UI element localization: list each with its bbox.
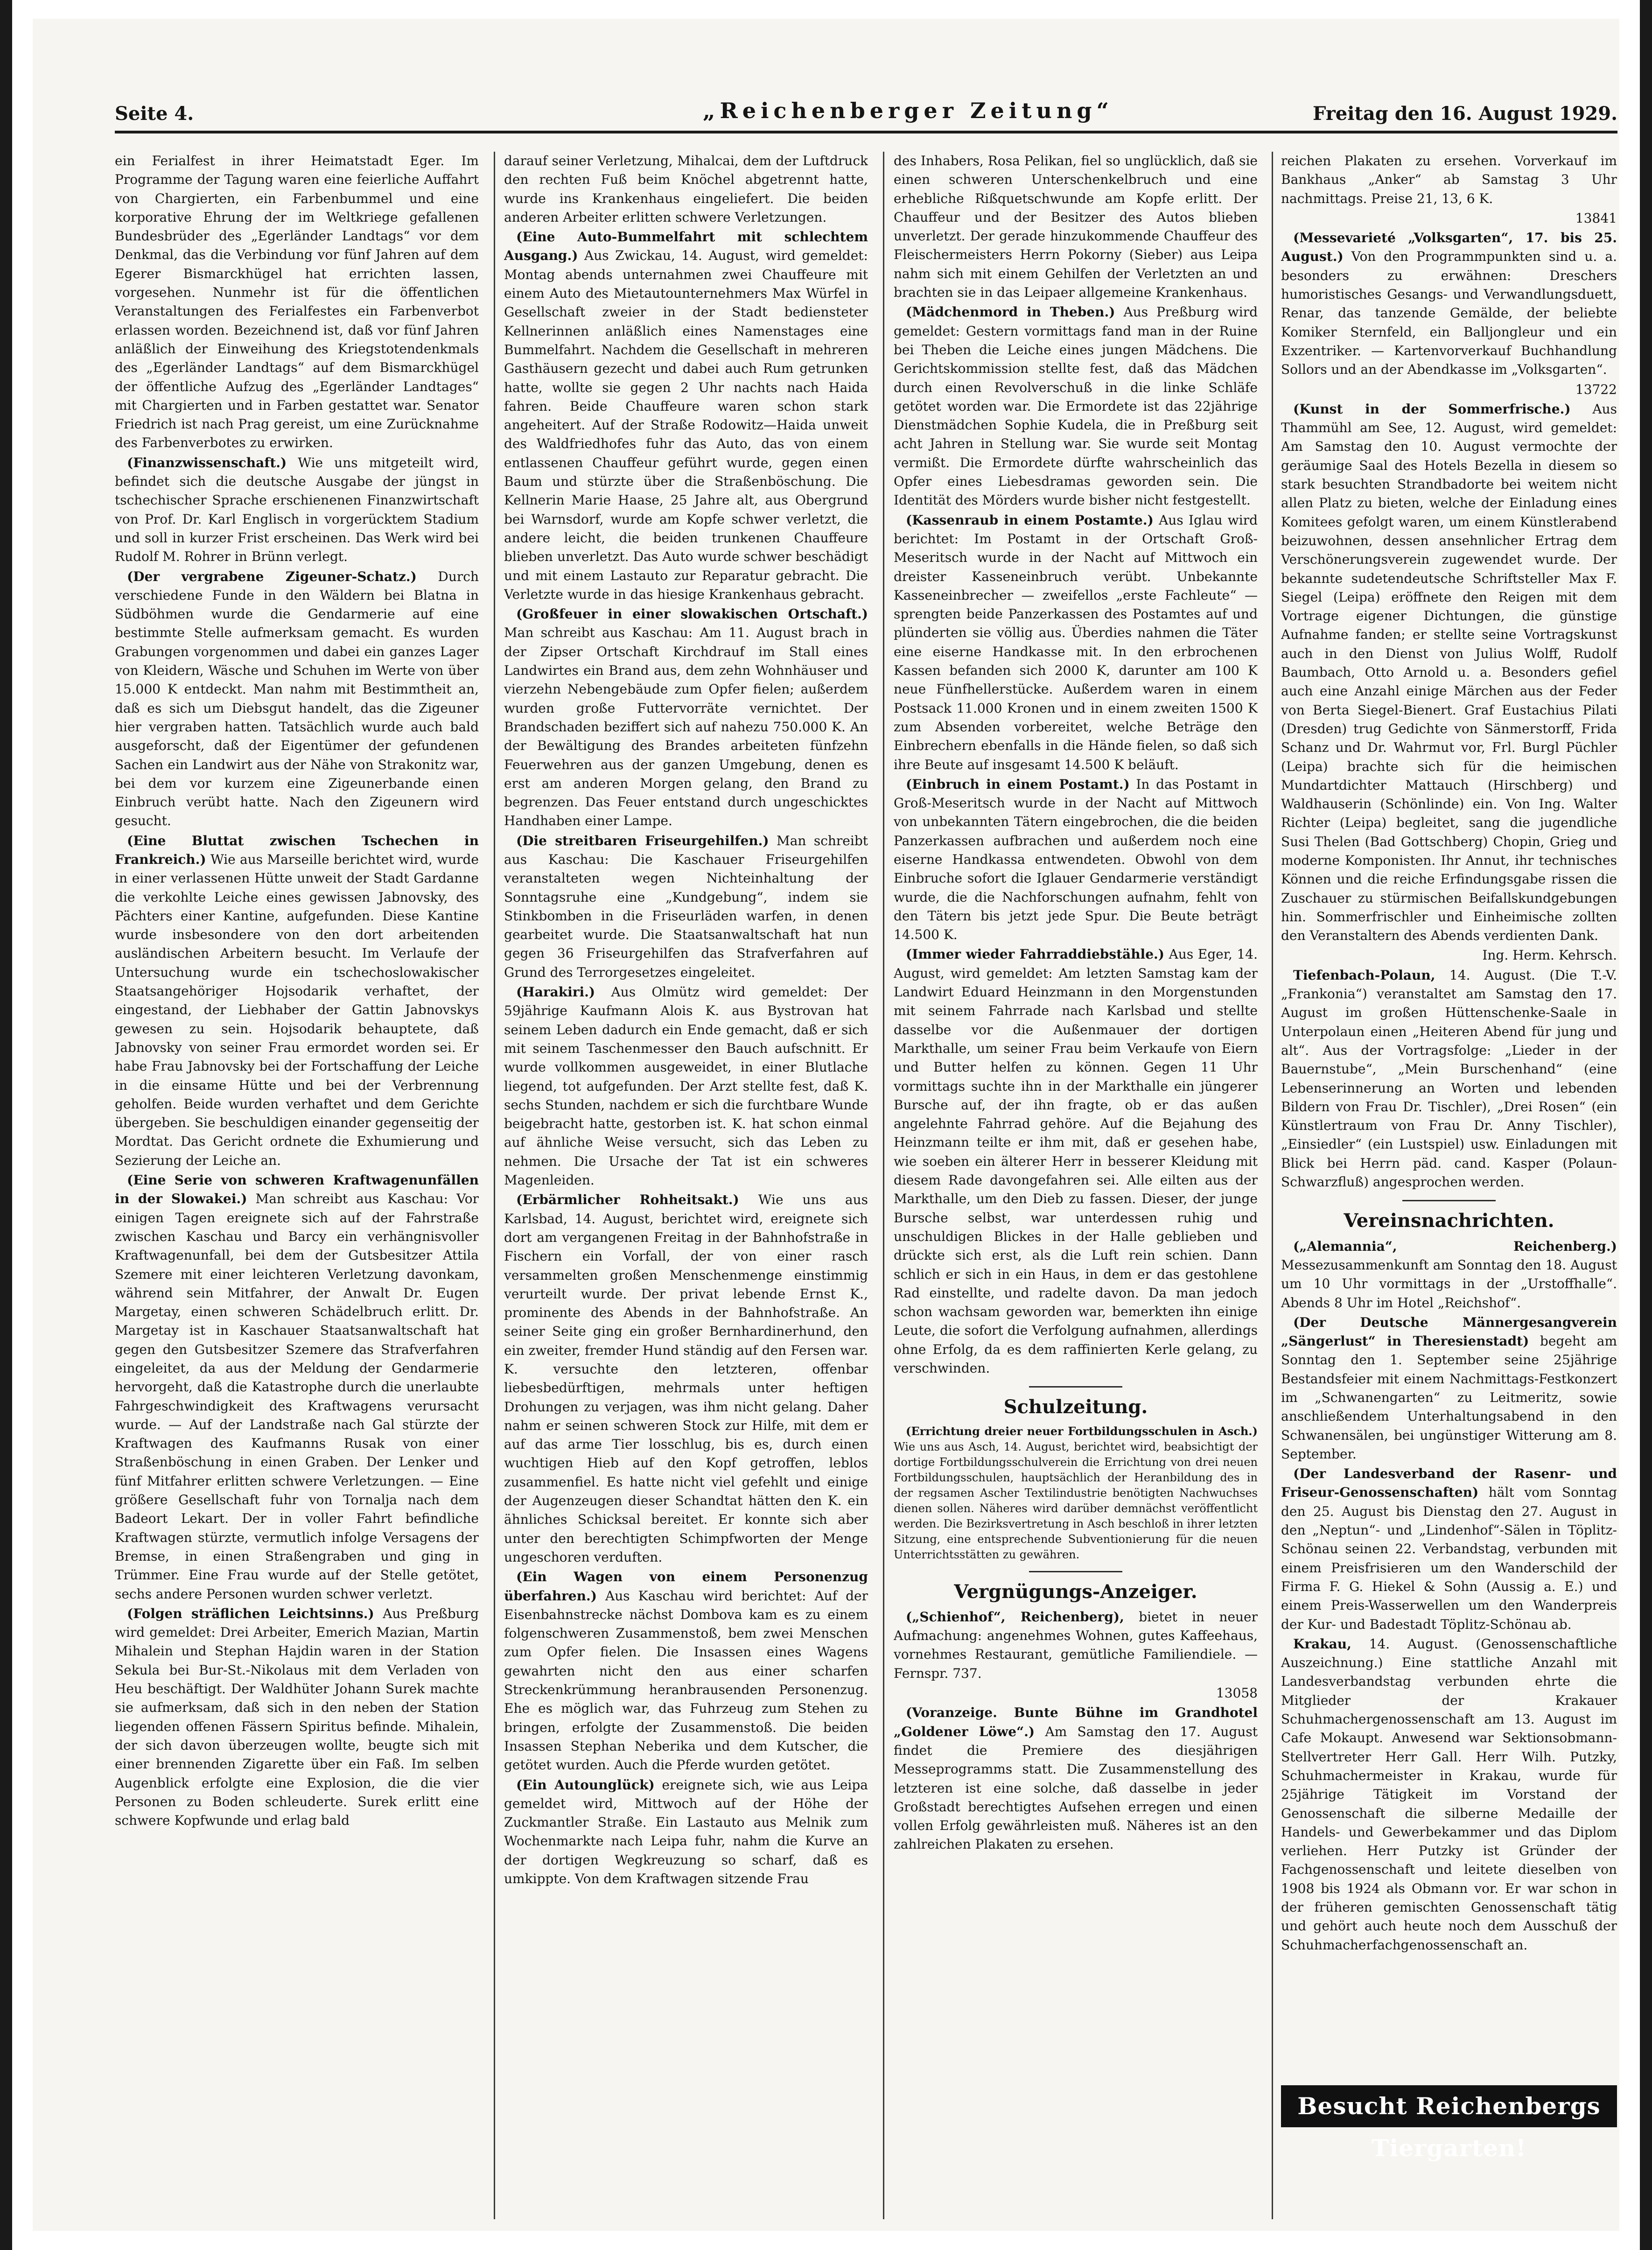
article-heading: (Kunst in der Sommerfrische.)	[1293, 401, 1571, 417]
article-paragraph: (Einbruch in einem Postamt.) In das Postamt in Groß-Meseritsch wurde in der Nacht auf Mittwoch von unbekannten Tätern eingebrochen, die die beiden Panzerkassen aufbrachen und außerdem noch eine eiserne Handkassa entwendeten. Obwohl von dem Einbruche sofort die Iglauer Gendarmerie verständigt wurde, die die Nachforschungen aufnahm, fehlt von den Tätern bis jetzt jede Spur. Die Beute beträgt 14.500 K.	[894, 776, 1258, 943]
article-paragraph: (Kunst in der Sommerfrische.) Aus Thammühl am See, 12. August, wird gemeldet: Am Samstag den 10. August vermochte der geräumige Saal des Hotels Bezella in diesem so stark besuchten Strandbadorte bei weitem nicht allen Platz zu bieten, welche der Einladung eines Komitees gefolgt waren, um einem Künstlerabend beizuwohnen, dessen ansehnlicher Ertrag dem Verschönerungsverein zugewendet wurde. Der bekannte sudetendeutsche Schriftsteller Max F. Siegel (Leipa) eröffnete den Reigen mit dem Vortrage eigener Dichtungen, die günstige Aufnahme fanden; er stellte seine Vortragskunst auch in den Dienst von Julius Wolff, Rudolf Baumbach, Otto Arnold u. a. Besonders gefiel auch eine Anzahl einige Märchen aus der Feder von Berta Siegel-Bienert. Graf Eustachius Pilati (Dresden) trug Gedichte von Sänmerstorff, Frida Schanz und Dr. Wahrmut vor, Frl. Burgl Püchler (Leipa) brachte sich für die heimischen Mundartdichter Mattauch (Hirschberg) und Waldhauserin (Schönlinde) ein. Von Ing. Walter Richter (Leipa) begleitet, sang die jugendliche Susi Thelen (Bad Gottschberg) Chopin, Grieg und moderne Komponisten. Ihr Annut, ihr technisches Können und die reiche Erfindungsgabe rissen die Zuschauer zu stürmischen Beifallskundgebungen hin. Sommerfrischler und Einheimische zollten den Veranstaltern des Abends verdienten Dank.	[1281, 401, 1617, 944]
article-paragraph: (Der Landesverband der Rasenr- und Friseur-Genossenschaften) hält vom Sonntag den 25. August bis Dienstag den 27. August in den „Neptun“- und „Lindenhof“-Sälen in Töplitz-Schönau seinen 22. Verbandstag, verbunden mit einem Preisfrisieren um den Wanderschild der Firma F. G. Hiekel & Sohn (Aussig a. E.) und einem Preis-Wasserwellen um den Wanderpreis der Kur- und Badestadt Töplitz-Schönau ab.	[1281, 1466, 1617, 1632]
article-paragraph: des Inhabers, Rosa Pelikan, fiel so unglücklich, daß sie einen schweren Unterschenkelbruch und eine erhebliche Rißquetschwunde am Kopfe erlitt. Der Chauffeur und der Besitzer des Autos blieben unverletzt. Der gerade hinzukommende Chauffeur des Fleischermeisters Herrn Pokorny (Sieber) aus Leipa nahm sich mit einem Gehilfen der Verletzten an und brachten sie in das Leipaer allgemeine Krankenhaus.	[894, 153, 1258, 301]
page-header	[115, 89, 1617, 133]
article-heading: (Immer wieder Fahrraddiebstähle.)	[906, 946, 1165, 962]
section-title-vergnuegungs-anzeiger: Vergnügungs-Anzeiger.	[954, 1580, 1197, 1603]
article-paragraph: (Errichtung dreier neuer Fortbildungsschulen in Asch.) Wie uns aus Asch, 14. August, berichtet wird, beabsichtigt der dortige Fortbildungsschulverein die Errichtung von drei neuen Fortbildungsschulen, hauptsächlich der Heranbildung des in der regsamen Ascher Textilindustrie benötigten Nachwuchses dienen sollen. Näheres wird darüber demnächst veröffentlicht werden. Die Bezirksvertretung in Asch beschloß in ihrer letzten Sitzung, eine entsprechende Subventionierung für die neuen Unterrichtsstätten zu gewähren.	[894, 1424, 1258, 1561]
article-paragraph: Krakau, 14. August. (Genossenschaftliche Auszeichnung.) Eine stattliche Anzahl mit Landesverbandstag verbunden ehrte die Mitglieder der Krakauer Schuhmachergenossenschaft am 13. August im Cafe Mokaupt. Anwesend war Sektionsobmann-Stellvertreter Herr Gall. Herr Wilh. Putzky, Schuhmachermeister in Krakau, wurde für 25jährige Tätigkeit im Vorstand der Genossenschaft die silberne Medaille der Handels- und Gewerbekammer und das Diplom verliehen. Herr Putzky ist Gründer der Fachgenossenschaft und leitete dieselben von 1908 bis 1924 als Obmann vor. Er war schon in der früheren gemischten Genossenschaft tätig und gehört auch heute noch dem Ausschuß der Schuhmacherfachgenossenschaft an.	[1281, 1636, 1617, 1953]
article-heading: (Eine Serie von schweren Kraftwagenunfällen in der Slowakei.)	[115, 1172, 479, 1207]
article-heading: (Erbärmlicher Rohheitsakt.)	[516, 1192, 739, 1208]
article-paragraph: (Der vergrabene Zigeuner-Schatz.) Durch verschiedene Funde in den Wäldern bei Blatna in Südböhmen wurde die Gendarmerie auf eine bestimmte Stelle aufmerksam gemacht. Es wurden Grabungen vorgenommen und dabei ein ganzes Lager von Kleidern, Wäsche und Schuhen im Werte von über 15.000 K entdeckt. Man nahm mit Bestimmtheit an, daß es sich um Diebsgut handelt, das die Zigeuner hier vergraben hatten. Tatsächlich wurde auch bald ausgeforscht, daß der Eigentümer der gefundenen Sachen ein Landwirt aus der Nähe von Strakonitz war, bei dem vor kurzem eine Zigeunerbande einen Einbruch verübt hatte. Nach den Zigeunern wird gesucht.	[115, 568, 479, 829]
article-paragraph: (Großfeuer in einer slowakischen Ortschaft.) Man schreibt aus Kaschau: Am 11. August brach in der Zipser Ortschaft Kirchdrauf im Stall eines Landwirtes ein Brand aus, dem zehn Wohnhäuser und vierzehn Nebengebäude zum Opfer fielen; außerdem wurden große Futtervorräte vernichtet. Der Brandschaden beziffert sich auf nahezu 750.000 K. An der Bewältigung des Brandes arbeiteten fünfzehn Feuerwehren aus der ganzen Umgebung, denen es erst am anderen Morgen gelang, den Brand zu begrenzen. Das Feuer entstand durch ungeschicktes Handhaben einer Lampe.	[504, 606, 868, 829]
article-heading: (Errichtung dreier neuer Fortbildungsschulen in Asch.)	[906, 1424, 1258, 1438]
article-heading: (Der vergrabene Zigeuner-Schatz.)	[127, 568, 417, 584]
article-heading: (Die streitbaren Friseurgehilfen.)	[516, 833, 769, 848]
advertisement: (Messevarieté „Volksgarten“, 17. bis 25. August.) Von den Programmpunkten sind u. a. besonders zu erwähnen: Dreschers humoristisches Gesangs- und Verwandlungsduett, Renar, das tanzende Gemälde, der beliebte Komiker Sternfeld, ein Balljongleur und ein Exzentriker. — Kartenvorverkauf Buchhandlung Sollors und an der Abendkasse im „Volksgarten“.	[1281, 230, 1617, 378]
article-heading: (Folgen sträflichen Leichtsinns.)	[127, 1605, 374, 1621]
article-paragraph: ein Ferialfest in ihrer Heimatstadt Eger. Im Programme der Tagung waren eine feierliche Auffahrt von Chargierten, ein Farbenbummel und eine korporative Ehrung der im Weltkriege gefallenen Bundesbrüder des „Egerländer Landtags“ vor dem Denkmal, das die Verbindung vor fünf Jahren auf dem Egerer Bismarckhügel hat errichten lassen, vorgesehen. Nunmehr ist für die öffentlichen Veranstaltungen des Ferialfestes ein Farbenverbot erlassen worden. Bezeichnend ist, daß vor fünf Jahren anläßlich der Einweihung des Kriegstotendenkmals des „Egerländer Landtags“ auf dem Bismarckhügel der öffentliche Aufzug des „Egerländer Landtages“ mit Chargierten und in Farben gestattet war. Senator Friedrich ist nach Prag gereist, um eine Zurücknahme des Farbenverbotes zu erwirken.	[115, 153, 479, 451]
article-heading: (Ein Wagen von einem Personenzug überfahren.)	[504, 1569, 868, 1604]
article-heading: (Harakiri.)	[516, 984, 595, 1000]
page-number: Seite 4.	[115, 103, 194, 125]
article-heading: (Großfeuer in einer slowakischen Ortschaft.)	[516, 606, 868, 622]
article-paragraph: (Folgen sträflichen Leichtsinns.) Aus Preßburg wird gemeldet: Drei Arbeiter, Emerich Mazian, Martin Mihalein und Stephan Hajdin waren in der Station Sekula bei Bur-St.-Nikolaus mit dem Verladen von Heu beschäftigt. Der Waldhüter Johann Surek machte sie aufmerksam, daß sich in den neben der Station liegenden offenen Fässern Spiritus befinde. Mihalein, der sich davon überzeugen wollte, beugte sich mit einer brennenden Zigarette über ein Faß. Im selben Augenblick erfolgte eine Explosion, die die vier Personen zu Boden schleuderte. Surek erlitt eine schwere Kopfwunde und erlag bald	[115, 1605, 479, 1829]
article-heading: (Ein Autounglück)	[516, 1777, 655, 1793]
article-paragraph: (Immer wieder Fahrraddiebstähle.) Aus Eger, 14. August, wird gemeldet: Am letzten Samstag kam der Landwirt Eduard Heinzmann in den Morgenstunden mit seinem Fahrrade nach Karlsbad und stellte dasselbe vor die Außenmauer der dortigen Markthalle, um seiner Frau beim Verkaufe von Eiern und Butter helfen zu können. Gegen 11 Uhr vormittags suchte ihn in der Markthalle ein jüngerer Bursche auf, der ihn fragte, ob er das außen angelehnte Fahrrad gehöre. Auf die Bejahung des Heinzmann teilte er ihm mit, daß er gesehen habe, wie soeben ein älterer Herr in besserer Kleidung mit diesem Rade davongefahren sei. Alle eilten aus der Markthalle, um den Dieb zu fassen. Dieser, der junge Bursche selbst, war unterdessen ruhig und unschuldigen Blickes in der Halle geblieben und drückte sich erst, als die Luft rein schien. Dann schlich er sich in ein Haus, in dem er das gestohlene Rad einstellte, und radelte davon. Da man jedoch schon wachsam geworden war, bemerkten ihn einige Leute, die sofort die Verfolgung aufnahmen, allerdings ohne Erfolg, da es dem raffinierten Kerle gelang, zu verschwinden.	[894, 946, 1258, 1376]
column-rule	[1272, 152, 1273, 2219]
article-paragraph: (Harakiri.) Aus Olmütz wird gemeldet: Der 59jährige Kaufmann Alois K. aus Bystrovan hat seinem Leben dadurch ein Ende gemacht, daß er sich mit seinem Taschenmesser den Bauch aufschnitt. Er wurde vollkommen ausgeweidet, in einer Blutlache liegend, tot aufgefunden. Der Arzt stellte fest, daß K. sechs Stunden, nachdem er sich die furchtbare Wunde beigebracht hatte, gestorben ist. K. hat schon einmal auf ähnliche Weise versucht, sich das Leben zu nehmen. Die Ursache der Tat ist ein schweres Magenleiden.	[504, 984, 868, 1188]
issue-date: Freitag den 16. August 1929.	[1313, 103, 1617, 125]
article-paragraph: (Kassenraub in einem Postamte.) Aus Iglau wird berichtet: Im Postamt in der Ortschaft Groß-Meseritsch wurde in der Nacht auf Mittwoch ein dreister Kasseneinbruch verübt. Unbekannte Kasseneinbrecher — zweifellos „erste Fachleute“ — sprengten beide Panzerkassen des Postamtes auf und plünderten sie völlig aus. Überdies nahmen die Täter eine eiserne Handkasse mit. In den erbrochenen Kassen befanden sich 2000 K, darunter am 100 K neue Fünfhellerstücke. Außerdem waren in einem Postsack 11.000 Kronen und in einem zweiten 1500 K zum Absenden vorbereitet, welche Beträge den Einbrechern ebenfalls in die Hände fielen, so daß sich ihre Beute auf insgesamt 14.500 K beläuft.	[894, 512, 1258, 772]
column-rule	[883, 152, 884, 2219]
section-divider	[1402, 1200, 1496, 1201]
column-2	[504, 152, 868, 2219]
section-title-schulzeitung: Schulzeitung.	[1003, 1396, 1148, 1418]
section-divider	[1029, 1571, 1122, 1572]
article-heading: (Kassenraub in einem Postamte.)	[906, 512, 1154, 528]
article-paragraph: (Ein Wagen von einem Personenzug überfahren.) Aus Kaschau wird berichtet: Auf der Eisenbahnstrecke nächst Dombova kam es zu einem folgenschweren Zusammenstoß, bem zwei Menschen zum Opfer fielen. Die Insassen eines Wagens gewahrten nicht den aus einer scharfen Streckenkrümmung heranbrausenden Personenzug. Ehe es möglich war, das Fuhrzeug zum Stehen zu bringen, erfolgte der Zusammenstoß. Die beiden Insassen Stephan Neberika und dem Kutscher, die getötet wurden. Auch die Pferde wurden getötet.	[504, 1569, 868, 1773]
article-paragraph: (Erbärmlicher Rohheitsakt.) Wie uns aus Karlsbad, 14. August, berichtet wird, ereignete sich dort am vergangenen Freitag in der Bahnhofstraße in Fischern ein Vorfall, der von einer rasch versammelten großen Menschenmenge einstimmig verurteilt wurde. Der privat lebende Ernst K., prominente des Abends in der Bahnhofstraße. An seiner Seite ging ein großer Bernhardinerhund, den ein zweiter, fremder Hund ständig auf den Fersen war. K. versuchte den letzteren, offenbar liebesbedürftigen, mehrmals unter heftigen Drohungen zu verjagen, was ihm nicht gelang. Daher nahm er seinen schweren Stock zur Hilfe, mit dem er auf das arme Tier losschlug, bis es, durch einen wuchtigen Hieb auf den Kopf getroffen, leblos zusammenfiel. Es hatte nicht viel gefehlt und einige der Augenzeugen dieser Schandtat hätten den K. ein ähnliches Schicksal bereitet. Er konnte sich aber unter den berechtigten Schimpfworten der Menge ungeschoren verduften.	[504, 1192, 868, 1565]
ad-number: 13058	[1216, 1685, 1258, 1701]
article-paragraph: (Ein Autounglück) ereignete sich, wie aus Leipa gemeldet wird, Mittwoch auf der Höhe der Zuckmantler Straße. Ein Lastauto aus Melnik zum Wochenmarkte nach Leipa fuhr, nahm die Kurve an der dortigen Wegkreuzung so scharf, daß es umkippte. Von dem Kraftwagen sitzende Frau	[504, 1777, 868, 1887]
ad-number: 13841	[1575, 210, 1617, 226]
article-paragraph: (Eine Serie von schweren Kraftwagenunfällen in der Slowakei.) Man schreibt aus Kaschau: Vor einigen Tagen ereignete sich auf der Fahrstraße zwischen Kaschau und Barcy ein verhängnisvoller Kraftwagenunfall, bei dem der Gutsbesitzer Attila Szemere mit einer leichteren Verletzung davonkam, während sein Mitfahrer, der Anwalt Dr. Eugen Margetay, einen schweren Schädelbruch erlitt. Dr. Margetay ist in Kaschauer Staatsanwaltschaft hat gegen den Gutsbesitzer Szemere das Strafverfahren eingeleitet, da aus der Meldung der Gendarmerie hervorgeht, daß die Katastrophe durch die unerlaubte Fahrgeschwindigkeit des Kraftwagens verursacht wurde. — Auf der Landstraße nach Gal stürzte der Kraftwagen des Kaufmanns Rusak von einer Straßenböschung in einen Graben. Der Lenker und fünf Mitfahrer erlitten schwere Verletzungen. — Eine größere Gesellschaft fuhr von Tornalja nach dem Badeort Lekart. Der in voller Fahrt befindliche Kraftwagen stürzte, vermutlich infolge Versagens der Bremse, in einen Straßengraben und ging in Trümmer. Eine Frau wurde auf der Stelle getötet, sechs andere Personen wurden schwer verletzt.	[115, 1172, 479, 1602]
column-3	[894, 152, 1258, 2219]
article-paragraph: („Alemannia“, Reichenberg.) Messezusammenkunft am Sonntag den 18. August um 10 Uhr vormittags in der „Urstoffhalle“. Abends 8 Uhr im Hotel „Reichshof“.	[1281, 1238, 1617, 1311]
column-rule	[494, 152, 495, 2219]
article-heading: (Mädchenmord in Theben.)	[906, 304, 1115, 320]
advertisement: reichen Plakaten zu ersehen. Vorverkauf im Bankhaus „Anker“ ab Samstag 3 Uhr nachmittags. Preise 21, 13, 6 K.	[1281, 153, 1617, 206]
article-heading: Krakau,	[1293, 1636, 1351, 1652]
advertisement: (Voranzeige. Bunte Bühne im Grandhotel „Goldener Löwe“.) Am Samstag den 17. August findet die Premiere des diesjährigen Messeprogramms statt. Die Zusammenstellung des letzteren ist eine solche, daß dasselbe in jeder Großstadt berechtigtes Aufsehen erregen und einen vollen Erfolg gewährleisten muß. Näheres ist an den zahlreichen Plakaten zu ersehen.	[894, 1705, 1258, 1852]
tiergarten-banner-ad: Besucht Reichenbergs Tiergarten!	[1281, 2085, 1617, 2127]
advertisement: („Schienhof“, Reichenberg), bietet in neuer Aufmachung: angenehmes Wohnen, gutes Kaffeehaus, vornehmes Restaurant, gemütliche Familiendiele. — Fernspr. 737.	[894, 1609, 1258, 1681]
author-signature: Ing. Herm. Kehrsch.	[1482, 947, 1617, 963]
article-heading: Tiefenbach-Polaun,	[1293, 967, 1435, 983]
article-paragraph: Tiefenbach-Polaun, 14. August. (Die T.-V. „Frankonia“) veranstaltet am Samstag den 17. August im großen Hüttenschenke-Saale in Unterpolaun einen „Heiteren Abend für jung und alt“. Aus der Vortragsfolge: „Lieder in der Bauernstube“, „Mein Burschenhand“ (eine Lebenserinnerung an Worten und lebenden Bildern von Frau Dr. Tischler), „Drei Rosen“ (ein Künstlertraum von Frau Dr. Anny Tischler), „Einsiedler“ (ein Lustspiel) usw. Einladungen mit Blick bei Herrn päd. cand. Kasper (Polaun-Schwarzfluß) angesprochen werden.	[1281, 967, 1617, 1190]
article-paragraph: (Eine Auto-Bummelfahrt mit schlechtem Ausgang.) Aus Zwickau, 14. August, wird gemeldet: Montag abends unternahmen zwei Chauffeure mit einem Auto des Mietautounternehmers Max Würfel in Gesellschaft zweier in der Stadt bediensteter Kellnerinnen anläßlich eines Namenstages eine Bummelfahrt. Nachdem die Gesellschaft in mehreren Gasthäusern gezecht und dabei auch Rum getrunken hatte, wollte sie gegen 2 Uhr nachts nach Haida fahren. Beide Chauffeure waren schon stark angeheitert. Auf der Straße Rodowitz—Haida unweit des Waldfriedhofes fuhr das Auto, das von einem entlassenen Chauffeur geführt wurde, gegen einen Baum und stürzte über die Straßenböschung. Die Kellnerin Marie Haase, 25 Jahre alt, aus Obergrund bei Warnsdorf, wurde am Kopfe schwer verletzt, die andere leicht, die beiden trunkenen Chauffeure blieben unverletzt. Das Auto wurde schwer beschädigt und mit einem Lastauto zur Reparatur gebracht. Die Verletzte wurde in das hiesige Krankenhaus gebracht.	[504, 229, 868, 602]
article-heading: (Der Deutsche Männergesangverein „Sängerlust“ in Theresienstadt)	[1281, 1314, 1617, 1349]
article-heading: (Der Landesverband der Rasenr- und Friseur-Genossenschaften)	[1281, 1466, 1617, 1500]
ad-heading: (Messevarieté „Volksgarten“, 17. bis 25. August.)	[1281, 230, 1617, 265]
article-heading: (Eine Auto-Bummelfahrt mit schlechtem Ausgang.)	[504, 229, 868, 264]
ad-number: 13722	[1575, 381, 1617, 397]
article-heading: („Alemannia“, Reichenberg.)	[1293, 1238, 1617, 1254]
newspaper-page	[33, 19, 1619, 2231]
article-heading: (Einbruch in einem Postamt.)	[906, 776, 1130, 792]
article-paragraph: (Die streitbaren Friseurgehilfen.) Man schreibt aus Kaschau: Die Kaschauer Friseurgehilfen veranstalteten wegen Nichteinhaltung der Sonntagsruhe eine „Kundgebung“, indem sie Stinkbomben in die Friseurläden warfen, in denen gearbeitet wurde. Die Staatsanwaltschaft hat nun gegen 36 Friseurgehilfen das Strafverfahren auf Grund des Terrorgesetzes eingeleitet.	[504, 833, 868, 980]
article-paragraph: darauf seiner Verletzung, Mihalcai, dem der Luftdruck den rechten Fuß beim Knöchel abgetrennt hatte, wurde ins Krankenhaus eingeliefert. Die beiden anderen Arbeiter erlitten schwere Verletzungen.	[504, 153, 868, 225]
article-heading: (Finanzwissenschaft.)	[127, 455, 287, 470]
article-paragraph: (Eine Bluttat zwischen Tschechen in Frankreich.) Wie aus Marseille berichtet wird, wurde in einer verlassenen Hütte unweit der Stadt Gardanne die verkohlte Leiche eines gewissen Jabnovsky, des Pächters einer Kantine, aufgefunden. Diese Kantine wurde insbesondere von den dort arbeitenden ausländischen Arbeitern besucht. Im Verlaufe der Untersuchung wurde ein tschechoslowakischer Staatsangehöriger Hojsodarik verhaftet, der eingestand, der Liebhaber der Gattin Jabnovskys gewesen zu sein. Hojsodarik behauptete, daß Jabnovsky von seiner Frau ermordet worden sei. Er habe Frau Jabnovsky bei der Fortschaffung der Leiche in die einsame Hütte und bei der Verbrennung geholfen. Beide wurden verhaftet und dem Gerichte übergeben. Sie beschuldigen einander gegenseitig der Mordtat. Das Gericht ordnete die Exhumierung und Sezierung der Leiche an.	[115, 833, 479, 1168]
article-paragraph: (Mädchenmord in Theben.) Aus Preßburg wird gemeldet: Gestern vormittags fand man in der Ruine bei Theben die Leiche eines jungen Mädchens. Die Gerichtskommission stellte fest, daß das Mädchen durch einen Revolverschuß in die linke Schläfe getötet worden war. Die Ermordete ist das 22jährige Dienstmädchen Sophie Kudela, die in Preßburg seit acht Jahren in Stellung war. Sie wurde seit Montag vermißt. Die Ermordete dürfte wahrscheinlich das Opfer eines Liebesdramas geworden sein. Die Identität des Mörders wurde bisher nicht festgestellt.	[894, 304, 1258, 508]
ad-heading: (Voranzeige. Bunte Bühne im Grandhotel „Goldener Löwe“.)	[894, 1705, 1258, 1739]
article-paragraph: (Der Deutsche Männergesangverein „Sängerlust“ in Theresienstadt) begeht am Sonntag den 1. September seine 25jährige Bestandsfeier mit einem Nachmittags-Festkonzert im „Schwanengarten“ zu Leitmeritz, sowie anschließendem Unterhaltungsabend in den Schwanensälen, bei ungünstiger Witterung am 8. September.	[1281, 1314, 1617, 1462]
article-heading: (Eine Bluttat zwischen Tschechen in Frankreich.)	[115, 833, 479, 867]
column-1	[115, 152, 479, 2219]
newspaper-title: „Reichenberger Zeitung“	[703, 98, 1114, 123]
ad-heading: („Schienhof“, Reichenberg),	[906, 1609, 1124, 1625]
article-paragraph: (Finanzwissenschaft.) Wie uns mitgeteilt wird, befindet sich die deutsche Ausgabe der jüngst in tschechischer Sprache erschienenen Finanzwirtschaft von Prof. Dr. Karl Englisch in vorgerücktem Stadium und soll in kurzer Frist erscheinen. Das Werk wird bei Rudolf M. Rohrer in Brünn verlegt.	[115, 455, 479, 565]
column-4	[1281, 152, 1617, 2219]
section-divider	[1029, 1386, 1122, 1388]
section-title-vereinsnachrichten: Vereinsnachrichten.	[1344, 1210, 1554, 1232]
